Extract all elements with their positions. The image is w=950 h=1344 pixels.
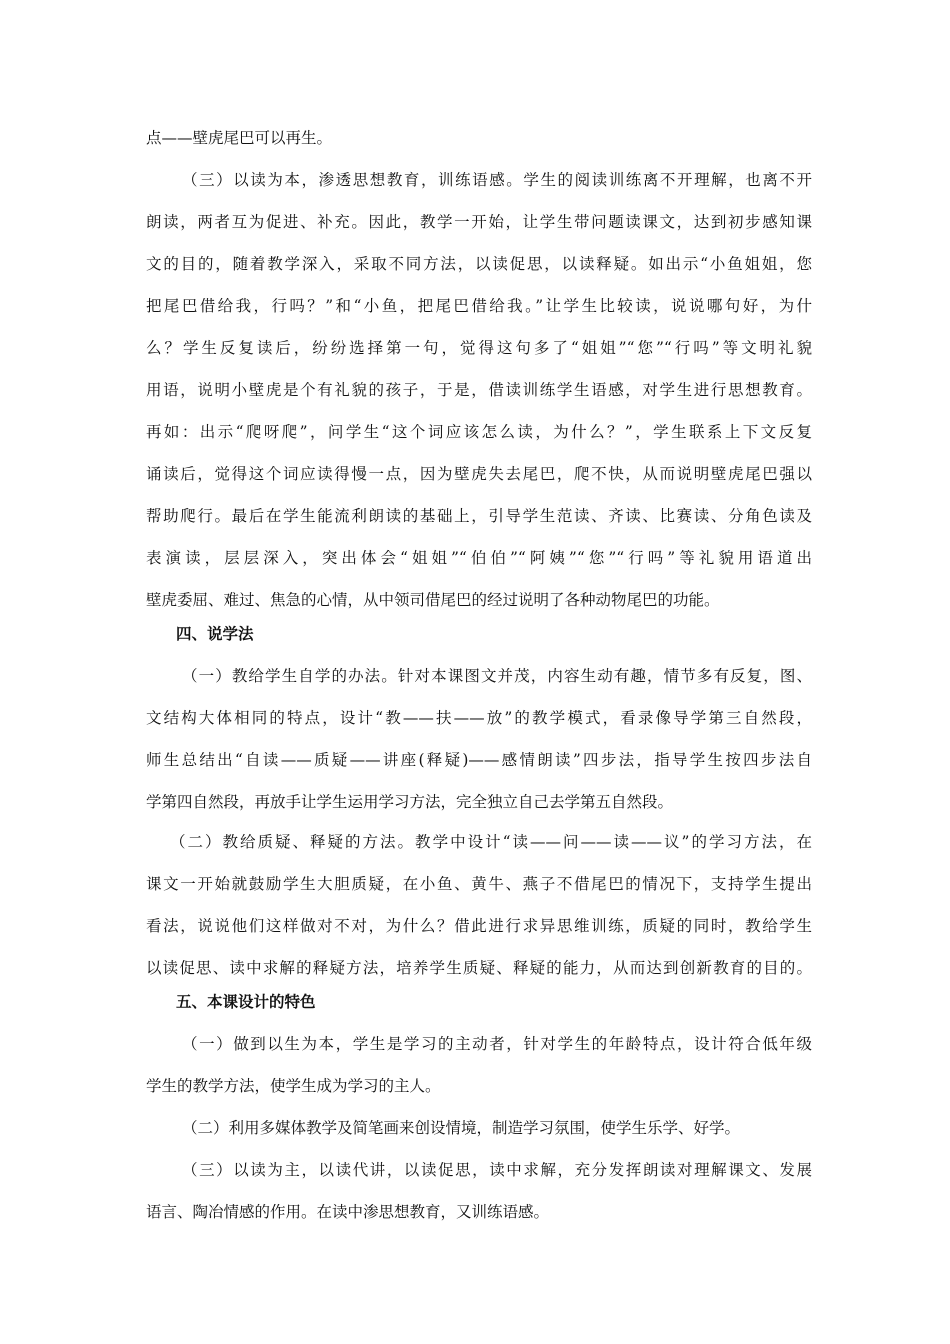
paragraph-line: （二）教给质疑、释疑的方法。教学中设计“读——问——读——议”的学习方法，在: [170, 833, 812, 851]
paragraph-line: （二）利用多媒体教学及简笔画来创设情境，制造学习氛围，使学生乐学、好学。: [182, 1119, 741, 1137]
paragraph-line: 课文一开始就鼓励学生大胆质疑，在小鱼、黄牛、燕子不借尾巴的情况下，支持学生提出: [146, 875, 812, 893]
paragraph-line: 诵读后，觉得这个词应读得慢一点，因为壁虎失去尾巴，爬不快，从而说明壁虎尾巴强以: [146, 465, 812, 483]
paragraph-line: 师生总结出“自读——质疑——讲座(释疑)——感情朗读”四步法，指导学生按四步法自: [146, 751, 812, 769]
paragraph-line: 学第四自然段，再放手让学生运用学习方法，完全独立自己去学第五自然段。: [146, 793, 674, 811]
paragraph-line: 用语，说明小壁虎是个有礼貌的孩子，于是，借读训练学生语感，对学生进行思想教育。: [146, 381, 812, 399]
paragraph-line: 文的目的，随着教学深入，采取不同方法，以读促思，以读释疑。如出示“小鱼姐姐，您: [146, 255, 812, 273]
paragraph-line: 帮助爬行。最后在学生能流利朗读的基础上，引导学生范读、齐读、比赛读、分角色读及: [146, 507, 812, 525]
paragraph-line: （三）以读为本，渗透思想教育，训练语感。学生的阅读训练离不开理解，也离不开: [182, 171, 812, 189]
paragraph-line: 语言、陶冶情感的作用。在读中渗思想教育，又训练语感。: [146, 1203, 550, 1221]
paragraph-line: （三）以读为主，以读代讲，以读促思，读中求解，充分发挥朗读对理解课文、发展: [182, 1161, 812, 1179]
paragraph-line: （一）做到以生为本，学生是学习的主动者，针对学生的年龄特点，设计符合低年级: [182, 1035, 812, 1053]
paragraph-line: 表演读，层层深入，突出体会“姐姐”“伯伯”“阿姨”“您”“行吗”等礼貌用语道出: [146, 549, 812, 567]
section-heading-4: 四、说学法: [176, 625, 254, 643]
paragraph-line: 朗读，两者互为促进、补充。因此，教学一开始，让学生带问题读课文，达到初步感知课: [146, 213, 812, 231]
paragraph-line: 再如：出示“爬呀爬”，问学生“这个词应该怎么读，为什么？”，学生联系上下文反复: [146, 423, 812, 441]
paragraph-line: （一）教给学生自学的办法。针对本课图文并茂，内容生动有趣，情节多有反复，图、: [182, 667, 812, 685]
paragraph-line: 文结构大体相同的特点，设计“教——扶——放”的教学模式，看录像导学第三自然段，: [146, 709, 812, 727]
paragraph-line: 壁虎委屈、难过、焦急的心情，从中领司借尾巴的经过说明了各种动物尾巴的功能。: [146, 591, 720, 609]
paragraph-line: 以读促思、读中求解的释疑方法，培养学生质疑、释疑的能力，从而达到创新教育的目的。: [146, 959, 812, 977]
paragraph-line: 看法，说说他们这样做对不对，为什么？借此进行求异思维训练，质疑的同时，教给学生: [146, 917, 812, 935]
paragraph-line: 么？学生反复读后，纷纷选择第一句，觉得这句多了“姐姐”“您”“行吗”等文明礼貌: [146, 339, 812, 357]
paragraph-line: 把尾巴借给我，行吗？”和“小鱼，把尾巴借给我。”让学生比较读，说说哪句好，为什: [146, 297, 812, 315]
paragraph-line: 学生的教学方法，使学生成为学习的主人。: [146, 1077, 441, 1095]
section-heading-5: 五、本课设计的特色: [176, 993, 316, 1011]
paragraph-line: 点——壁虎尾巴可以再生。: [146, 129, 333, 147]
